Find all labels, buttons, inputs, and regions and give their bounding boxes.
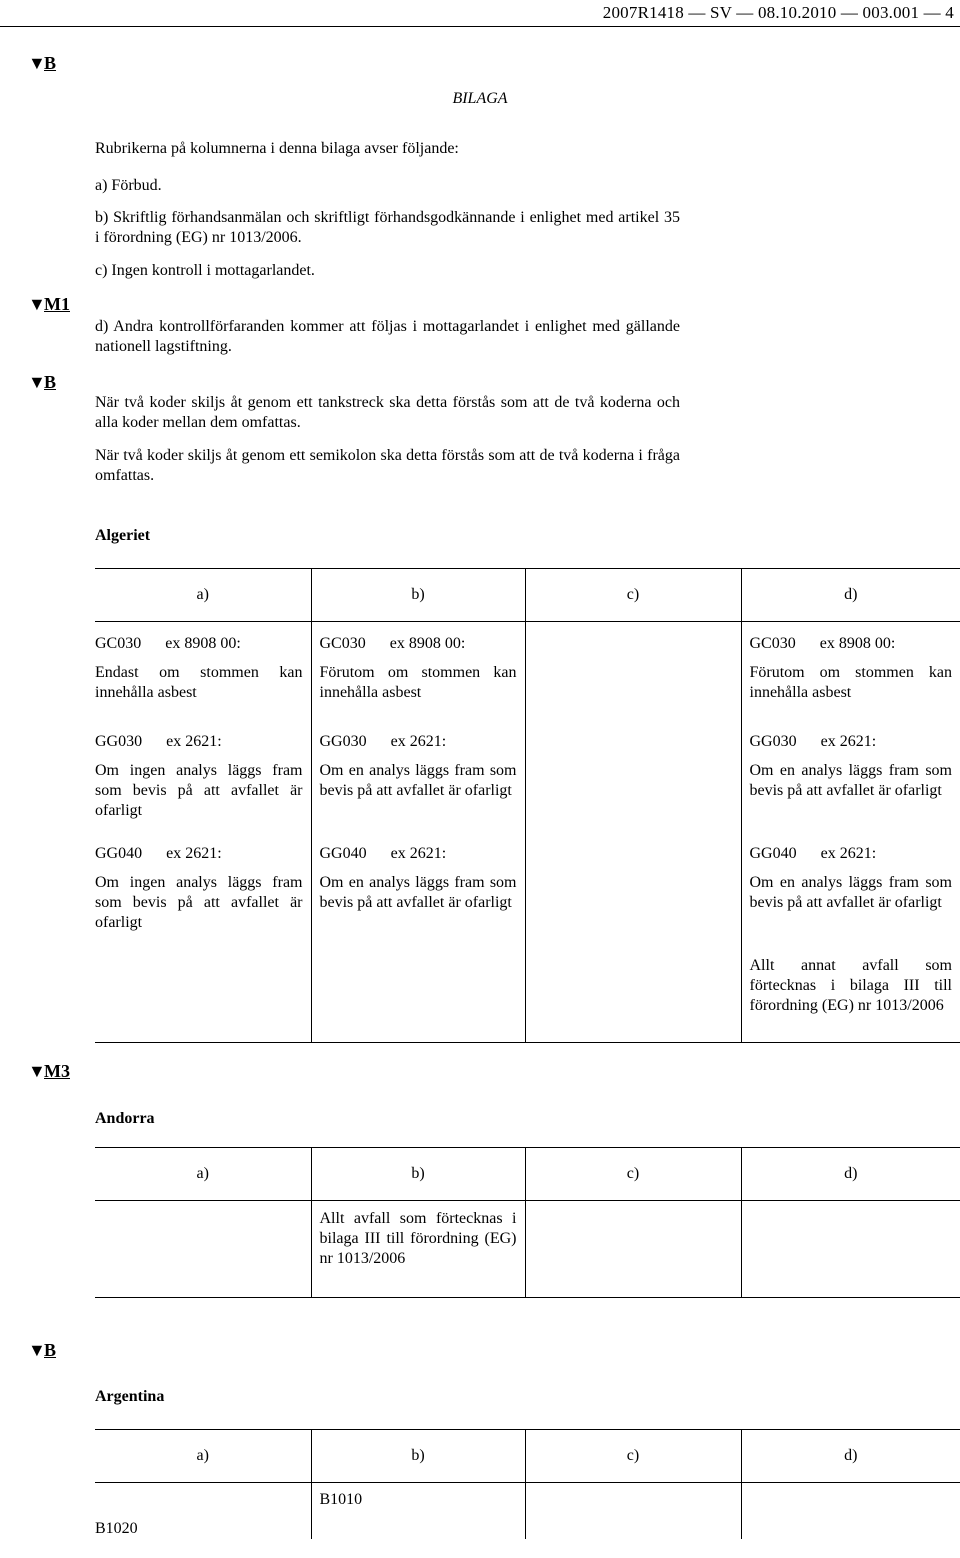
table-header-row	[95, 1430, 960, 1483]
cell-description: Förutom om stommen kan innehålla asbest	[749, 664, 952, 701]
amendment-marker-m3	[28, 1061, 70, 1081]
waste-code: GG040	[319, 845, 367, 862]
table-cell	[311, 622, 525, 733]
table-row	[95, 1483, 960, 1520]
cell-description: Om ingen analys läggs fram som bevis på att avfallet är ofarligt	[95, 762, 303, 819]
table-cell-empty	[525, 1483, 741, 1520]
triangle-down-icon: ▼	[28, 294, 46, 314]
table-cell-empty	[525, 732, 741, 844]
semicolon-note: När två koder skiljs åt genom ett semikolon ska detta förstås som att de två koderna i fråga omfattas.	[95, 447, 680, 484]
column-header-c: c)	[525, 1430, 741, 1483]
annex-title: BILAGA	[452, 90, 508, 107]
marker-code: B	[44, 53, 57, 73]
triangle-down-icon: ▼	[28, 1061, 46, 1081]
table-cell	[741, 956, 960, 1043]
column-header-a: a)	[95, 1430, 311, 1483]
waste-code: GG040	[95, 845, 143, 862]
running-header	[0, 0, 960, 27]
table-cell	[311, 732, 525, 844]
cell-description: Om en analys läggs fram som bevis på att avfallet är ofarligt	[749, 762, 952, 799]
column-header-c: c)	[525, 569, 741, 622]
cell-description: Om en analys läggs fram som bevis på att avfallet är ofarligt	[749, 874, 952, 911]
waste-code: GG030	[319, 733, 367, 750]
intro-item-b: b) Skriftlig förhandsanmälan och skriftligt förhandsgodkännande i enlighet med artikel 35 i förordning (EG) nr 1013/2006.	[95, 209, 680, 246]
cell-description: Allt annat avfall som förtecknas i bilaga III till förordning (EG) nr 1013/2006	[749, 957, 952, 1014]
table-cell-empty	[741, 1519, 960, 1539]
cell-description: B1010	[319, 1491, 363, 1508]
cell-description: B1020	[95, 1520, 138, 1537]
waste-code: GC030	[749, 635, 796, 652]
table-row	[95, 1519, 960, 1539]
table-cell-empty	[525, 844, 741, 956]
ex-code: ex 2621:	[390, 845, 447, 862]
ex-code: ex 8908 00:	[389, 635, 466, 652]
table-cell	[311, 1483, 525, 1520]
andorra-table	[95, 1147, 960, 1298]
ex-code: ex 2621:	[820, 733, 877, 750]
country-heading-algeriet: Algeriet	[95, 527, 151, 544]
column-header-b: b)	[311, 1148, 525, 1201]
ex-code: ex 8908 00:	[819, 635, 896, 652]
cell-description: Om en analys läggs fram som bevis på att avfallet är ofarligt	[319, 874, 517, 911]
table-cell-empty	[525, 956, 741, 1043]
table-header-row	[95, 569, 960, 622]
table-cell	[741, 732, 960, 844]
table-cell-empty	[311, 956, 525, 1043]
ex-code: ex 2621:	[166, 733, 222, 750]
table-cell	[95, 844, 311, 956]
marker-code: B	[44, 372, 57, 392]
table-row	[95, 732, 960, 844]
cell-description: Om en analys läggs fram som bevis på att avfallet är ofarligt	[319, 762, 517, 799]
amendment-marker-b	[28, 53, 56, 73]
table-cell	[95, 622, 311, 733]
column-header-b: b)	[311, 569, 525, 622]
table-row	[95, 1201, 960, 1298]
table-cell	[311, 844, 525, 956]
table-cell	[741, 844, 960, 956]
waste-code: GC030	[319, 635, 366, 652]
algeriet-table	[95, 568, 960, 1043]
table-cell-empty	[741, 1483, 960, 1520]
intro-item-a: a) Förbud.	[95, 177, 162, 194]
table-cell-empty	[525, 622, 741, 733]
intro-item-d: d) Andra kontrollförfaranden kommer att följas i mottagarlandet i enlighet med gällande nationell lagstiftning.	[95, 318, 680, 355]
table-cell-empty	[741, 1201, 960, 1298]
table-cell-empty	[95, 1201, 311, 1298]
table-row	[95, 844, 960, 956]
table-header-row	[95, 1148, 960, 1201]
ex-code: ex 2621:	[390, 733, 447, 750]
triangle-down-icon: ▼	[28, 372, 46, 392]
ex-code: ex 2621:	[820, 845, 877, 862]
table-cell-empty	[525, 1519, 741, 1539]
country-heading-argentina: Argentina	[95, 1388, 165, 1405]
ex-code: ex 8908 00:	[165, 635, 241, 652]
triangle-down-icon: ▼	[28, 53, 46, 73]
waste-code: GG030	[749, 733, 797, 750]
marker-code: B	[44, 1340, 57, 1360]
waste-code: GG040	[749, 845, 797, 862]
waste-code: GG030	[95, 733, 143, 750]
amendment-marker-b	[28, 372, 56, 392]
marker-code: M1	[44, 294, 70, 314]
table-row	[95, 956, 960, 1043]
column-header-d: d)	[741, 1148, 960, 1201]
column-header-a: a)	[95, 1148, 311, 1201]
column-header-d: d)	[741, 569, 960, 622]
amendment-marker-m1	[28, 294, 70, 314]
intro-item-c: c) Ingen kontroll i mottagarlandet.	[95, 262, 315, 279]
marker-code: M3	[44, 1061, 70, 1081]
country-heading-andorra: Andorra	[95, 1110, 155, 1127]
document-reference: 2007R1418 — SV — 08.10.2010 — 003.001 — 4	[602, 3, 954, 22]
waste-code: GC030	[95, 635, 142, 652]
table-cell-empty	[311, 1519, 525, 1539]
amendment-marker-b	[28, 1340, 56, 1360]
column-header-a: a)	[95, 569, 311, 622]
cell-description: Förutom om stommen kan innehålla asbest	[319, 664, 517, 701]
table-cell-empty	[525, 1201, 741, 1298]
argentina-table	[95, 1429, 960, 1539]
triangle-down-icon: ▼	[28, 1340, 46, 1360]
column-header-c: c)	[525, 1148, 741, 1201]
cell-description: Allt avfall som förtecknas i bilaga III till förordning (EG) nr 1013/2006	[319, 1210, 517, 1267]
column-header-b: b)	[311, 1430, 525, 1483]
cell-description: Endast om stommen kan innehålla asbest	[95, 664, 303, 701]
dash-note: När två koder skiljs åt genom ett tankstreck ska detta förstås som att de två koderna och alla koder mellan dem omfattas.	[95, 394, 680, 431]
table-cell-empty	[95, 956, 311, 1043]
table-cell-empty	[95, 1483, 311, 1520]
table-cell	[95, 732, 311, 844]
ex-code: ex 2621:	[166, 845, 222, 862]
table-cell	[95, 1519, 311, 1539]
table-cell	[741, 622, 960, 733]
table-row	[95, 622, 960, 733]
cell-description: Om ingen analys läggs fram som bevis på att avfallet är ofarligt	[95, 874, 303, 931]
intro-heading: Rubrikerna på kolumnerna i denna bilaga avser följande:	[95, 140, 459, 157]
column-header-d: d)	[741, 1430, 960, 1483]
table-cell	[311, 1201, 525, 1298]
